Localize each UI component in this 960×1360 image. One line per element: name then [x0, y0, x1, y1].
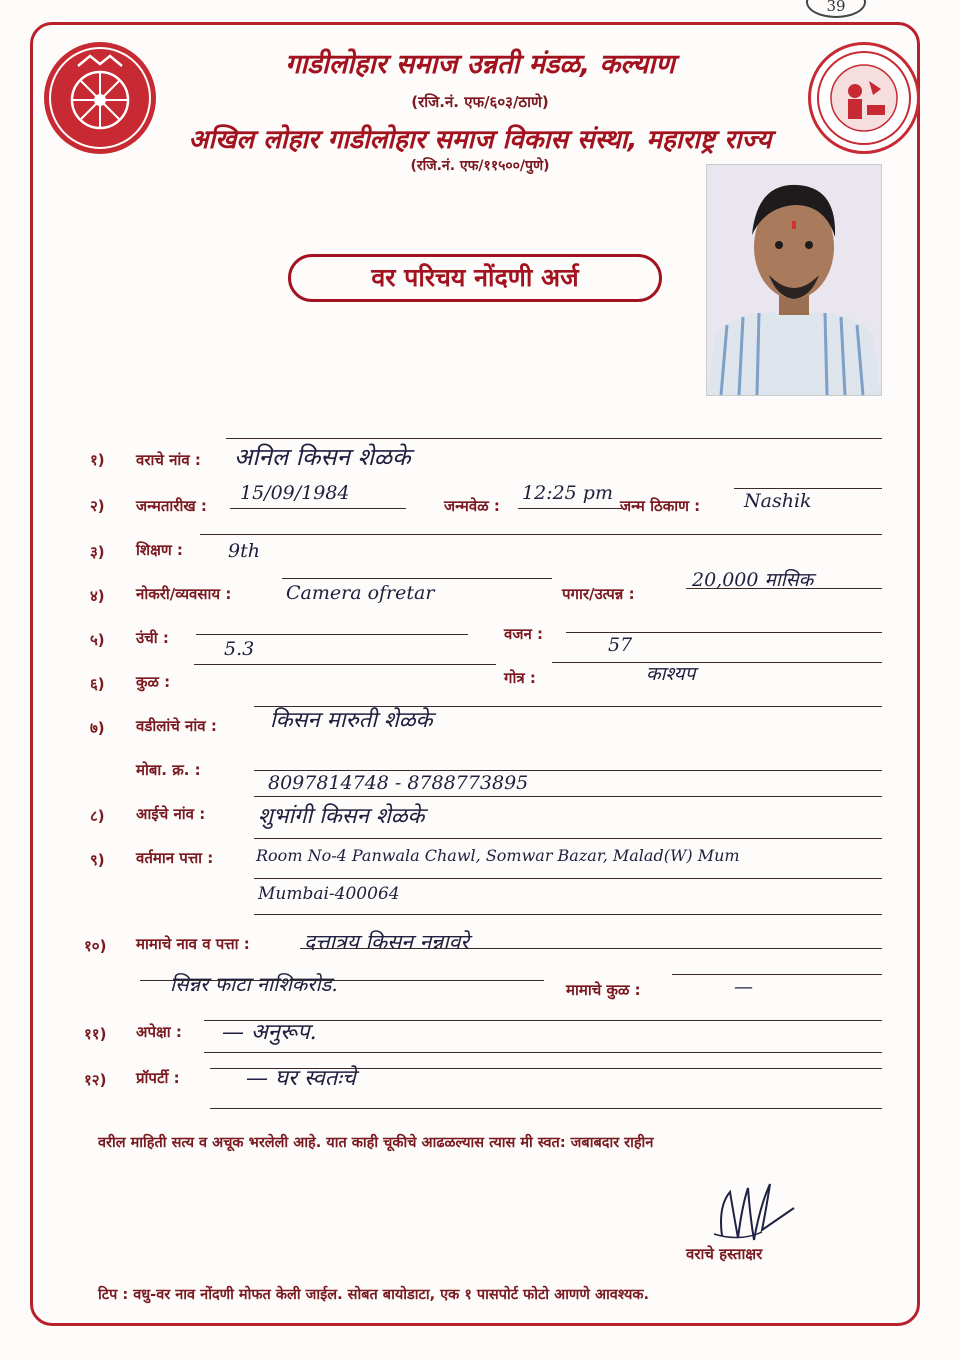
height-line [196, 634, 468, 635]
birth-place-line [734, 488, 882, 489]
mobile-line-2 [254, 796, 882, 797]
maternal-uncle-label: मामाचे नाव व पत्ता : [136, 935, 250, 953]
birth-time-value[interactable]: 12:25 pm [522, 482, 613, 504]
row-number: १) [90, 451, 105, 469]
birth-time-line [518, 508, 622, 509]
mobile-value[interactable]: 8097814748 - 8788773895 [268, 772, 529, 794]
birth-place-value[interactable]: Nashik [744, 490, 812, 512]
occupation-label: नोकरी/व्यवसाय : [136, 585, 232, 603]
right-emblem-logo [808, 42, 920, 154]
expectation-label: अपेक्षा : [136, 1023, 182, 1041]
uncle-kul-value[interactable]: — [734, 976, 753, 998]
uncle-kul-label: मामाचे कुळ : [566, 981, 641, 999]
row-number: ४) [90, 587, 105, 605]
mobile-line [254, 770, 882, 771]
row-number: १०) [84, 937, 107, 955]
footer-tip: टिप : वधु-वर नाव नोंदणी मोफत केली जाईल. सोबत बायोडाटा, एक १ पासपोर्ट फोटो आणणे आवश्यक. [98, 1287, 650, 1303]
address-line-2 [254, 914, 882, 915]
gotra-line [552, 662, 882, 663]
passport-photo [706, 164, 882, 396]
groom-name-value[interactable]: अनिल किसन शेळके [234, 443, 411, 471]
property-line-2 [210, 1108, 882, 1109]
dob-line [230, 508, 406, 509]
groom-name-label: वराचे नांव : [136, 451, 201, 469]
groom-signature [700, 1176, 810, 1250]
expectation-value[interactable]: — अनुरूप. [222, 1020, 317, 1045]
property-label: प्रॉपर्टी : [136, 1069, 180, 1087]
address-value-line-2[interactable]: Mumbai-400064 [258, 884, 400, 904]
father-name-label: वडीलांचे नांव : [136, 717, 217, 735]
mother-name-line [254, 838, 882, 839]
gotra-value[interactable]: काश्यप [646, 663, 696, 685]
address-label: वर्तमान पत्ता : [136, 849, 214, 867]
weight-value[interactable]: 57 [608, 634, 633, 656]
property-value[interactable]: — घर स्वतःचे [246, 1066, 356, 1091]
dob-label: जन्मतारीख : [136, 497, 207, 515]
maternal-uncle-value[interactable]: दत्तात्रय किसन नन्नावरे [304, 930, 469, 954]
height-label: उंची : [136, 629, 169, 647]
row-number: ८) [90, 807, 105, 825]
birth-time-label: जन्मवेळ : [444, 497, 500, 515]
education-line [200, 534, 882, 535]
left-emblem-logo [44, 42, 156, 154]
form-title: वर परिचय नोंदणी अर्ज [288, 254, 662, 302]
height-value[interactable]: 5.3 [224, 638, 255, 660]
occupation-value[interactable]: Camera ofretar [286, 582, 435, 604]
registration-number: (रजि.नं. एफ/६०३/ठाणे) [411, 93, 549, 111]
maternal-uncle-line [300, 948, 882, 949]
row-number: ३) [90, 543, 105, 561]
maternal-uncle-address-line [140, 980, 544, 981]
maternal-uncle-address[interactable]: सिन्नर फाटा नाशिकरोड. [170, 972, 338, 996]
row-number: ५) [90, 631, 105, 649]
birth-place-label: जन्म ठिकाण : [620, 497, 701, 515]
row-number: २) [90, 497, 105, 515]
expectation-line [204, 1020, 882, 1021]
organization-name: गाडीलोहार समाज उन्नती मंडळ, कल्याण [285, 49, 675, 80]
salary-label: पगार/उत्पन्न : [562, 585, 635, 603]
row-number: ६) [90, 675, 105, 693]
uncle-kul-line [672, 974, 882, 975]
address-value[interactable]: Room No-4 Panwala Chawl, Somwar Bazar, Malad(W) Mum [256, 846, 740, 865]
education-label: शिक्षण : [136, 541, 183, 559]
declaration-text: वरील माहिती सत्य व अचूक भरलेली आहे. यात काही चूकीचे आढळल्यास त्यास मी स्वत: जबाबदार राहीन [98, 1135, 654, 1151]
address-line [254, 878, 882, 879]
dob-value[interactable]: 15/09/1984 [240, 482, 350, 504]
weight-label: वजन : [504, 625, 544, 643]
mother-name-value[interactable]: शुभांगी किसन शेळके [258, 804, 425, 829]
groom-name-line [226, 438, 882, 439]
page-number: 39 [806, 0, 866, 18]
expectation-line-2 [204, 1052, 882, 1053]
signature-label: वराचे हस्ताक्षर [686, 1245, 763, 1263]
occupation-line [282, 578, 552, 579]
property-line [210, 1068, 882, 1069]
institution-name: अखिल लोहार गाडीलोहार समाज विकास संस्था, महाराष्ट्र राज्य [188, 125, 772, 155]
education-value[interactable]: 9th [228, 540, 260, 562]
kul-label: कुळ : [136, 673, 171, 691]
mobile-label: मोबा. क्र. : [136, 761, 201, 779]
row-number: ७) [90, 719, 105, 737]
institution-registration-number: (रजि.नं. एफ/११५००/पुणे) [410, 158, 550, 174]
salary-value[interactable]: 20,000 मासिक [692, 569, 814, 591]
gotra-label: गोत्र : [504, 669, 536, 687]
weight-line [566, 632, 882, 633]
father-name-value[interactable]: किसन मारुती शेळके [270, 708, 433, 733]
row-number: १२) [84, 1071, 107, 1089]
mother-name-label: आईचे नांव : [136, 805, 206, 823]
row-number: ९) [90, 851, 105, 869]
row-number: ११) [84, 1025, 107, 1043]
kul-line [194, 664, 496, 665]
